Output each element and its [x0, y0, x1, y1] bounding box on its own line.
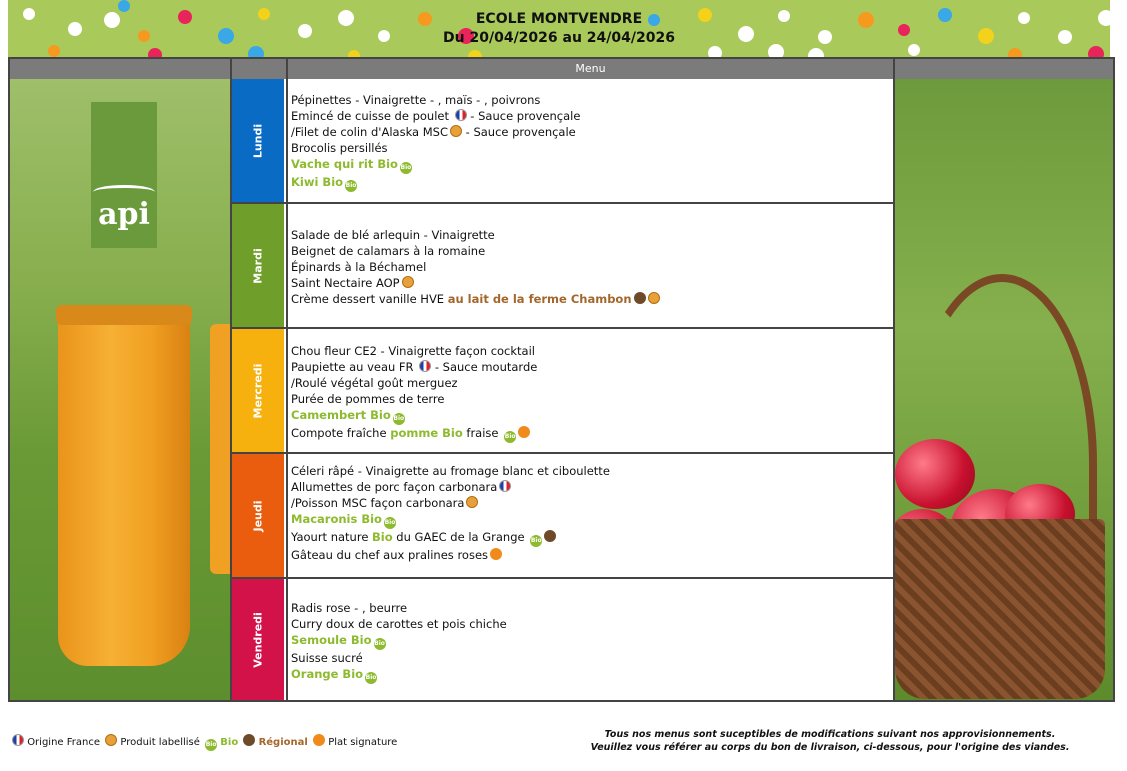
menu-item: [291, 359, 892, 375]
bio-icon: Bio: [374, 638, 386, 650]
menu-item: [291, 616, 892, 632]
bio-icon: Bio: [504, 431, 516, 443]
boots-illustration: [10, 79, 230, 700]
menu-item: [291, 600, 892, 616]
api-logo: [91, 102, 157, 248]
row-divider: [230, 202, 893, 204]
label-icon: [402, 276, 414, 288]
signature-icon: [490, 548, 502, 560]
menu-item: [291, 174, 892, 192]
label-icon: [105, 734, 117, 746]
header-cell-left: [10, 59, 230, 79]
menu-text: Suisse sucré: [291, 651, 363, 665]
menu-text: pomme Bio: [390, 426, 463, 440]
school-name: ECOLE MONTVENDRE: [475, 11, 643, 27]
legend-regional: Régional: [258, 737, 308, 748]
menu-text: Kiwi Bio: [291, 175, 344, 189]
menu-text: Orange Bio: [291, 667, 364, 681]
orange-boot: [58, 311, 190, 666]
day-name: Vendredi: [251, 611, 265, 668]
menu-item: [291, 547, 892, 563]
menu-text: Camembert Bio: [291, 408, 391, 422]
day-label-lundi: [232, 79, 284, 202]
menu-item: [291, 463, 892, 479]
header-cell-right: [895, 59, 1113, 79]
boot-rim: [56, 305, 192, 325]
apple: [895, 439, 975, 509]
menu-text: Semoule Bio: [291, 633, 372, 647]
menu-text: Gâteau du chef aux pralines roses: [291, 548, 489, 562]
menu-item: [291, 291, 892, 307]
legend-bio: Bio: [220, 737, 239, 748]
menu-item: [291, 124, 892, 140]
menu-text: Macaronis Bio: [291, 512, 382, 526]
note-line-1: Tous nos menus sont suceptibles de modifications suivant nos approvisionnements.: [604, 729, 1056, 740]
regional-icon: [544, 530, 556, 542]
france-flag-icon: [419, 360, 431, 372]
menu-text: Salade de blé arlequin - Vinaigrette: [291, 228, 495, 242]
menu-header: Menu: [288, 59, 893, 79]
disclaimer-note: [560, 728, 1100, 754]
legend-label: Produit labellisé: [120, 737, 200, 748]
menu-item: [291, 425, 892, 443]
row-divider: [230, 327, 893, 329]
menu-text: Paupiette au veau FR: [291, 360, 418, 374]
regional-icon: [243, 734, 255, 746]
menu-text: Vache qui rit Bio: [291, 157, 398, 171]
legend-origine: Origine France: [27, 737, 100, 748]
logo-text: api: [98, 197, 150, 232]
header-cell-day: [232, 59, 286, 79]
page-title: [8, 10, 1110, 48]
note-line-2: Veuillez vous référer au corps du bon de livraison, ci-dessous, pour l'origine des viandes.: [590, 742, 1070, 753]
menu-item: [291, 479, 892, 495]
menu-text: Chou fleur CE2 - Vinaigrette façon cocktail: [291, 344, 535, 358]
menu-item: [291, 259, 892, 275]
banner-dot: [808, 48, 824, 57]
menu-item: [291, 666, 892, 684]
menu-text: Bio: [372, 530, 393, 544]
menu-item: [291, 529, 892, 547]
day-name: Lundi: [251, 123, 265, 158]
menu-text: Purée de pommes de terre: [291, 392, 445, 406]
menu-text: Emincé de cuisse de poulet: [291, 109, 453, 123]
bio-icon: Bio: [365, 672, 377, 684]
menu-item: [291, 407, 892, 425]
menu-item: [291, 391, 892, 407]
menu-item: [291, 243, 892, 259]
day-label-mardi: [232, 204, 284, 327]
menu-text: Curry doux de carottes et pois chiche: [291, 617, 507, 631]
menu-item: [291, 511, 892, 529]
divider: [893, 59, 895, 700]
menu-text: du GAEC de la Grange: [392, 530, 529, 544]
menu-text: Compote fraîche: [291, 426, 391, 440]
signature-icon: [313, 734, 325, 746]
menu-item: [291, 495, 892, 511]
menu-item: [291, 343, 892, 359]
menu-cell-mercredi: [291, 343, 892, 443]
menu-text: - Sauce provençale: [466, 109, 581, 123]
menu-item: [291, 92, 892, 108]
menu-cell-mardi: [291, 227, 892, 307]
bio-icon: Bio: [400, 162, 412, 174]
menu-item: [291, 227, 892, 243]
france-flag-icon: [455, 109, 467, 121]
day-label-mercredi: [232, 329, 284, 452]
menu-text: fraise: [462, 426, 503, 440]
menu-text: Beignet de calamars à la romaine: [291, 244, 486, 258]
bio-icon: Bio: [530, 535, 542, 547]
menu-text: Allumettes de porc façon carbonara: [291, 480, 498, 494]
row-divider: [230, 577, 893, 579]
apple-basket-illustration: [895, 79, 1113, 700]
menu-text: Yaourt nature: [291, 530, 373, 544]
menu-period: Du 20/04/2026 au 24/04/2026: [443, 30, 675, 46]
row-divider: [230, 452, 893, 454]
menu-text: au lait de la ferme Chambon: [447, 292, 632, 306]
france-flag-icon: [12, 734, 24, 746]
menu-item: [291, 650, 892, 666]
menu-text: /Roulé végétal goût merguez: [291, 376, 458, 390]
banner-dot: [468, 50, 482, 57]
day-name: Mardi: [251, 247, 265, 284]
menu-text: Pépinettes - Vinaigrette - , maïs - , poivrons: [291, 93, 541, 107]
menu-text: - Sauce provençale: [461, 125, 576, 139]
menu-text: - Sauce moutarde: [431, 360, 538, 374]
day-label-vendredi: [232, 579, 284, 700]
menu-item: [291, 140, 892, 156]
legend-signature: Plat signature: [328, 737, 398, 748]
menu-item: [291, 375, 892, 391]
label-icon: [648, 292, 660, 304]
day-name: Mercredi: [251, 363, 265, 418]
legend: [10, 734, 397, 751]
menu-text: Épinards à la Béchamel: [291, 260, 427, 274]
menu-item: [291, 108, 892, 124]
menu-text: Céleri râpé - Vinaigrette au fromage blanc et ciboulette: [291, 464, 610, 478]
menu-text: /Poisson MSC façon carbonara: [291, 496, 465, 510]
regional-icon: [634, 292, 646, 304]
menu-item: [291, 275, 892, 291]
menu-text: Brocolis persillés: [291, 141, 388, 155]
day-name: Jeudi: [251, 499, 265, 532]
france-flag-icon: [499, 480, 511, 492]
label-icon: [450, 125, 462, 137]
banner-dot: [148, 48, 162, 57]
menu-text: Saint Nectaire AOP: [291, 276, 400, 290]
menu-text: /Filet de colin d'Alaska MSC: [291, 125, 448, 139]
header-banner: [8, 0, 1110, 57]
menu-cell-lundi: [291, 92, 892, 192]
divider: [286, 59, 288, 700]
menu-cell-jeudi: [291, 463, 892, 563]
bio-icon: Bio: [345, 180, 357, 192]
menu-cell-vendredi: [291, 600, 892, 684]
banner-dot: [348, 50, 360, 57]
menu-item: [291, 156, 892, 174]
bio-icon: Bio: [393, 413, 405, 425]
boot-back: [210, 324, 230, 574]
day-label-jeudi: [232, 454, 284, 577]
bio-icon: Bio: [384, 517, 396, 529]
signature-icon: [518, 426, 530, 438]
menu-text: Radis rose - , beurre: [291, 601, 408, 615]
banner-dot: [1008, 48, 1022, 57]
menu-text: Crème dessert vanille HVE: [291, 292, 448, 306]
wicker-basket: [895, 519, 1105, 699]
menu-item: [291, 632, 892, 650]
label-icon: [466, 496, 478, 508]
bio-icon: Bio: [205, 739, 217, 751]
